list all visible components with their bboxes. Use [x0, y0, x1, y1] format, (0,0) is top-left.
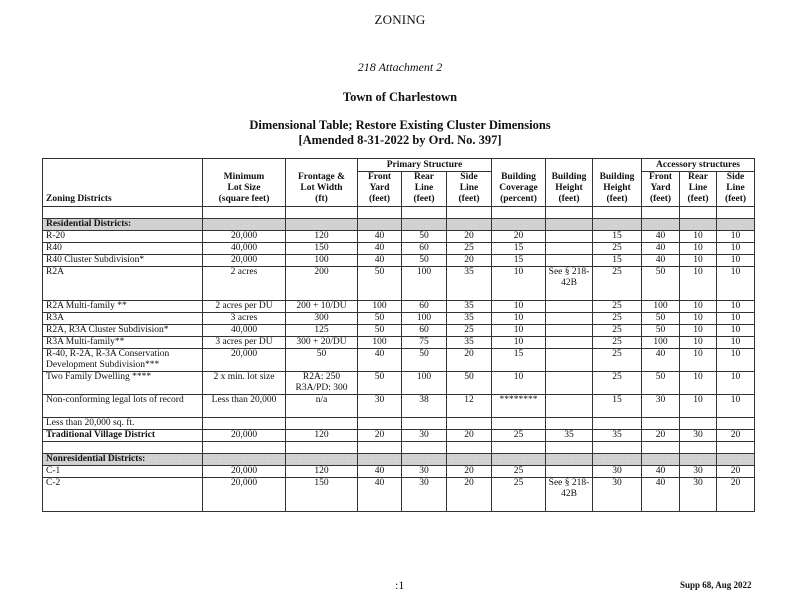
cell-front: 50	[358, 267, 402, 301]
header-primary-structure: Primary Structure	[358, 159, 492, 172]
empty-cell	[447, 207, 492, 219]
header-acc-rear-line: Rear Line (feet)	[680, 172, 717, 207]
cell-acc-side: 20	[717, 466, 755, 478]
cell-height2: 25	[593, 267, 642, 301]
cell-side: 20	[447, 466, 492, 478]
empty-cell	[680, 207, 717, 219]
cell-acc-front: 100	[642, 301, 680, 313]
district-name-cell: Two Family Dwelling ****	[43, 372, 203, 395]
empty-cell	[286, 442, 358, 454]
district-name-cell: R2A, R3A Cluster Subdivision*	[43, 325, 203, 337]
shaded-cell	[447, 454, 492, 466]
town-name: Town of Charlestown	[342, 90, 458, 104]
cell-height2: 35	[593, 430, 642, 442]
empty-cell	[402, 207, 447, 219]
district-name-cell: R-20	[43, 231, 203, 243]
cell-front: 20	[358, 430, 402, 442]
cell-acc-rear: 10	[680, 231, 717, 243]
district-name-cell: R40	[43, 243, 203, 255]
cell-min-lot: 2 acres per DU	[203, 301, 286, 313]
cell-rear: 60	[402, 301, 447, 313]
cell-acc-rear: 10	[680, 313, 717, 325]
header-rear-line: Rear Line (feet)	[402, 172, 447, 207]
cell-min-lot: 40,000	[203, 243, 286, 255]
cell-front: 40	[358, 231, 402, 243]
cell-side: 20	[447, 349, 492, 372]
cell-acc-side	[717, 418, 755, 430]
cell-min-lot: 20,000	[203, 466, 286, 478]
cell-rear: 30	[402, 466, 447, 478]
shaded-cell	[358, 454, 402, 466]
shaded-cell	[546, 454, 593, 466]
cell-min-lot: 20,000	[203, 430, 286, 442]
cell-acc-front: 40	[642, 466, 680, 478]
table-row	[43, 325, 755, 337]
cell-rear: 50	[402, 255, 447, 267]
cell-side: 35	[447, 301, 492, 313]
section-header-row	[43, 219, 755, 231]
district-name-cell: C-1	[43, 466, 203, 478]
table-row	[43, 349, 755, 372]
empty-cell	[680, 442, 717, 454]
header-acc-front-yard: Front Yard (feet)	[642, 172, 680, 207]
cell-frontage: 200 + 10/DU	[286, 301, 358, 313]
empty-cell	[43, 207, 203, 219]
cell-acc-side: 10	[717, 255, 755, 267]
table-row	[43, 395, 755, 418]
title-line-2: [Amended 8-31-2022 by Ord. No. 397]	[298, 133, 502, 147]
cell-acc-rear: 10	[680, 395, 717, 418]
header-zoning-districts: Zoning Districts	[43, 159, 203, 207]
shaded-cell	[492, 454, 546, 466]
cell-frontage: 300 + 20/DU	[286, 337, 358, 349]
cell-min-lot: 20,000	[203, 478, 286, 512]
cell-acc-front: 50	[642, 313, 680, 325]
cell-height1	[546, 337, 593, 349]
empty-cell	[286, 207, 358, 219]
cell-side: 35	[447, 313, 492, 325]
cell-coverage	[492, 418, 546, 430]
cell-acc-rear: 10	[680, 267, 717, 301]
cell-height2: 25	[593, 349, 642, 372]
cell-acc-rear: 10	[680, 349, 717, 372]
district-name-cell: R3A Multi-family**	[43, 337, 203, 349]
cell-acc-side: 20	[717, 478, 755, 512]
cell-height2: 15	[593, 395, 642, 418]
cell-height2	[593, 418, 642, 430]
cell-frontage	[286, 418, 358, 430]
cell-front: 40	[358, 478, 402, 512]
cell-acc-side: 10	[717, 325, 755, 337]
cell-acc-side: 10	[717, 349, 755, 372]
cell-rear: 50	[402, 231, 447, 243]
table-row	[43, 337, 755, 349]
cell-height1	[546, 301, 593, 313]
cell-min-lot: 20,000	[203, 349, 286, 372]
cell-coverage: 25	[492, 430, 546, 442]
header-building-height-1: Building Height (feet)	[546, 159, 593, 207]
cell-height1	[546, 243, 593, 255]
district-name-cell: C-2	[43, 478, 203, 512]
cell-height1	[546, 466, 593, 478]
district-name-cell: R40 Cluster Subdivision*	[43, 255, 203, 267]
cell-min-lot: 3 acres per DU	[203, 337, 286, 349]
cell-coverage: 10	[492, 267, 546, 301]
empty-cell	[642, 207, 680, 219]
cell-acc-front: 20	[642, 430, 680, 442]
attachment-label: 218 Attachment 2	[357, 60, 443, 74]
cell-frontage: 300	[286, 313, 358, 325]
table-row	[43, 301, 755, 313]
cell-height1	[546, 325, 593, 337]
cell-side: 20	[447, 255, 492, 267]
shaded-cell	[680, 454, 717, 466]
cell-frontage: 200	[286, 267, 358, 301]
cell-side: 20	[447, 478, 492, 512]
cell-rear	[402, 418, 447, 430]
cell-coverage: 25	[492, 466, 546, 478]
cell-rear: 100	[402, 372, 447, 395]
cell-front: 100	[358, 337, 402, 349]
shaded-cell	[203, 454, 286, 466]
cell-height2: 30	[593, 478, 642, 512]
cell-frontage: 150	[286, 243, 358, 255]
table-row	[43, 372, 755, 395]
empty-cell	[402, 442, 447, 454]
cell-acc-rear: 30	[680, 430, 717, 442]
shaded-cell	[402, 454, 447, 466]
cell-acc-side: 10	[717, 395, 755, 418]
cell-acc-rear: 30	[680, 466, 717, 478]
cell-acc-side: 10	[717, 231, 755, 243]
cell-acc-side: 10	[717, 372, 755, 395]
cell-side: 25	[447, 243, 492, 255]
cell-side: 12	[447, 395, 492, 418]
spacer-row	[43, 207, 755, 219]
cell-rear: 60	[402, 325, 447, 337]
cell-frontage: 50	[286, 349, 358, 372]
empty-cell	[717, 442, 755, 454]
empty-cell	[593, 207, 642, 219]
table-row	[43, 243, 755, 255]
cell-frontage: 125	[286, 325, 358, 337]
cell-front: 50	[358, 313, 402, 325]
shaded-cell	[593, 454, 642, 466]
cell-acc-side: 10	[717, 337, 755, 349]
cell-coverage: 10	[492, 372, 546, 395]
cell-acc-rear: 10	[680, 243, 717, 255]
cell-coverage: 25	[492, 478, 546, 512]
shaded-cell	[447, 219, 492, 231]
spacer-row	[43, 442, 755, 454]
cell-acc-front: 50	[642, 267, 680, 301]
table-row	[43, 231, 755, 243]
header-acc-side-line: Side Line (feet)	[717, 172, 755, 207]
empty-cell	[358, 442, 402, 454]
district-name-cell: Non-conforming legal lots of record	[43, 395, 203, 418]
cell-rear: 30	[402, 478, 447, 512]
cell-frontage: 120	[286, 231, 358, 243]
shaded-cell	[717, 219, 755, 231]
page-header: ZONING	[374, 12, 426, 27]
cell-min-lot: 2 acres	[203, 267, 286, 301]
cell-frontage: 150	[286, 478, 358, 512]
cell-rear: 38	[402, 395, 447, 418]
shaded-cell	[286, 219, 358, 231]
cell-acc-front: 50	[642, 372, 680, 395]
cell-coverage: 10	[492, 337, 546, 349]
cell-height2: 30	[593, 466, 642, 478]
header-building-coverage: Building Coverage (percent)	[492, 159, 546, 207]
cell-min-lot	[203, 418, 286, 430]
cell-height2: 25	[593, 372, 642, 395]
header-building-height-2: Building Height (feet)	[593, 159, 642, 207]
header-min-lot-size: Minimum Lot Size (square feet)	[203, 159, 286, 207]
empty-cell	[546, 442, 593, 454]
section-title: Nonresidential Districts:	[43, 454, 203, 466]
header-frontage: Frontage & Lot Width (ft)	[286, 159, 358, 207]
cell-acc-front: 40	[642, 231, 680, 243]
cell-frontage: R2A: 250 R3A/PD: 300	[286, 372, 358, 395]
cell-height1: See § 218-42B	[546, 478, 593, 512]
empty-cell	[203, 207, 286, 219]
cell-side	[447, 418, 492, 430]
cell-acc-front: 100	[642, 337, 680, 349]
shaded-cell	[680, 219, 717, 231]
shaded-cell	[546, 219, 593, 231]
empty-cell	[447, 442, 492, 454]
cell-acc-rear: 10	[680, 337, 717, 349]
cell-acc-front: 40	[642, 478, 680, 512]
cell-height1	[546, 349, 593, 372]
cell-side: 50	[447, 372, 492, 395]
cell-acc-front: 30	[642, 395, 680, 418]
cell-height1: 35	[546, 430, 593, 442]
cell-height2: 15	[593, 231, 642, 243]
header-front-yard: Front Yard (feet)	[358, 172, 402, 207]
cell-coverage: ********	[492, 395, 546, 418]
cell-front: 40	[358, 243, 402, 255]
cell-min-lot: 20,000	[203, 255, 286, 267]
dimensional-table	[42, 158, 755, 512]
district-name-cell: R2A Multi-family **	[43, 301, 203, 313]
cell-side: 35	[447, 337, 492, 349]
cell-height2: 15	[593, 255, 642, 267]
header-group-row	[43, 159, 755, 172]
cell-height1	[546, 395, 593, 418]
district-name-cell: R2A	[43, 267, 203, 301]
shaded-cell	[642, 219, 680, 231]
district-name-cell: Traditional Village District	[43, 430, 203, 442]
cell-front	[358, 418, 402, 430]
empty-cell	[492, 207, 546, 219]
cell-side: 20	[447, 231, 492, 243]
district-name-cell: R3A	[43, 313, 203, 325]
section-header-row	[43, 454, 755, 466]
shaded-cell	[717, 454, 755, 466]
cell-acc-side: 10	[717, 243, 755, 255]
cell-height2: 25	[593, 301, 642, 313]
cell-acc-side: 10	[717, 313, 755, 325]
cell-rear: 100	[402, 267, 447, 301]
cell-coverage: 15	[492, 349, 546, 372]
table-row	[43, 430, 755, 442]
cell-height2: 25	[593, 313, 642, 325]
cell-acc-front: 40	[642, 255, 680, 267]
empty-cell	[717, 207, 755, 219]
table-row	[43, 478, 755, 512]
cell-height1	[546, 231, 593, 243]
cell-coverage: 15	[492, 243, 546, 255]
cell-height1	[546, 372, 593, 395]
cell-front: 50	[358, 372, 402, 395]
shaded-cell	[593, 219, 642, 231]
section-title: Residential Districts:	[43, 219, 203, 231]
cell-min-lot: 2 x min. lot size	[203, 372, 286, 395]
cell-rear: 50	[402, 349, 447, 372]
cell-min-lot: 20,000	[203, 231, 286, 243]
cell-acc-rear: 10	[680, 301, 717, 313]
cell-rear: 100	[402, 313, 447, 325]
cell-acc-rear: 10	[680, 372, 717, 395]
cell-front: 100	[358, 301, 402, 313]
shaded-cell	[358, 219, 402, 231]
cell-rear: 75	[402, 337, 447, 349]
cell-acc-side: 10	[717, 301, 755, 313]
shaded-cell	[492, 219, 546, 231]
cell-height1	[546, 255, 593, 267]
empty-cell	[546, 207, 593, 219]
cell-min-lot: 40,000	[203, 325, 286, 337]
empty-cell	[492, 442, 546, 454]
table-row	[43, 313, 755, 325]
empty-cell	[642, 442, 680, 454]
cell-acc-front: 50	[642, 325, 680, 337]
cell-side: 20	[447, 430, 492, 442]
cell-acc-rear: 30	[680, 478, 717, 512]
district-name-cell: R-40, R-2A, R-3A Conservation Development Subdivision***	[43, 349, 203, 372]
cell-coverage: 15	[492, 255, 546, 267]
cell-acc-side: 20	[717, 430, 755, 442]
cell-acc-side: 10	[717, 267, 755, 301]
empty-cell	[593, 442, 642, 454]
cell-frontage: 100	[286, 255, 358, 267]
cell-coverage: 10	[492, 325, 546, 337]
supplement-label: Supp 68, Aug 2022	[680, 580, 752, 590]
cell-acc-front: 40	[642, 349, 680, 372]
cell-height2: 25	[593, 337, 642, 349]
shaded-cell	[203, 219, 286, 231]
cell-acc-rear	[680, 418, 717, 430]
table-row	[43, 267, 755, 301]
empty-cell	[203, 442, 286, 454]
district-name-cell: Less than 20,000 sq. ft.	[43, 418, 203, 430]
header-accessory-structures: Accessory structures	[642, 159, 755, 172]
cell-min-lot: Less than 20,000	[203, 395, 286, 418]
shaded-cell	[286, 454, 358, 466]
cell-frontage: n/a	[286, 395, 358, 418]
cell-side: 25	[447, 325, 492, 337]
cell-front: 50	[358, 325, 402, 337]
cell-front: 30	[358, 395, 402, 418]
cell-rear: 30	[402, 430, 447, 442]
table-body	[43, 207, 755, 512]
shaded-cell	[642, 454, 680, 466]
page-number: :1	[395, 578, 405, 592]
table-row	[43, 418, 755, 430]
cell-height2: 25	[593, 325, 642, 337]
cell-side: 35	[447, 267, 492, 301]
cell-coverage: 20	[492, 231, 546, 243]
cell-rear: 60	[402, 243, 447, 255]
cell-frontage: 120	[286, 466, 358, 478]
cell-min-lot: 3 acres	[203, 313, 286, 325]
cell-acc-front: 40	[642, 243, 680, 255]
cell-front: 40	[358, 255, 402, 267]
cell-acc-front	[642, 418, 680, 430]
empty-cell	[358, 207, 402, 219]
cell-acc-rear: 10	[680, 325, 717, 337]
cell-coverage: 10	[492, 301, 546, 313]
header-side-line: Side Line (feet)	[447, 172, 492, 207]
cell-coverage: 10	[492, 313, 546, 325]
shaded-cell	[402, 219, 447, 231]
cell-height1	[546, 313, 593, 325]
cell-height1: See § 218-42B	[546, 267, 593, 301]
document-title	[0, 118, 800, 148]
cell-height1	[546, 418, 593, 430]
empty-cell	[43, 442, 203, 454]
cell-height2: 25	[593, 243, 642, 255]
cell-frontage: 120	[286, 430, 358, 442]
cell-front: 40	[358, 349, 402, 372]
cell-acc-rear: 10	[680, 255, 717, 267]
table-row	[43, 466, 755, 478]
title-line-1: Dimensional Table; Restore Existing Cluster Dimensions	[249, 118, 551, 132]
cell-front: 40	[358, 466, 402, 478]
table-row	[43, 255, 755, 267]
